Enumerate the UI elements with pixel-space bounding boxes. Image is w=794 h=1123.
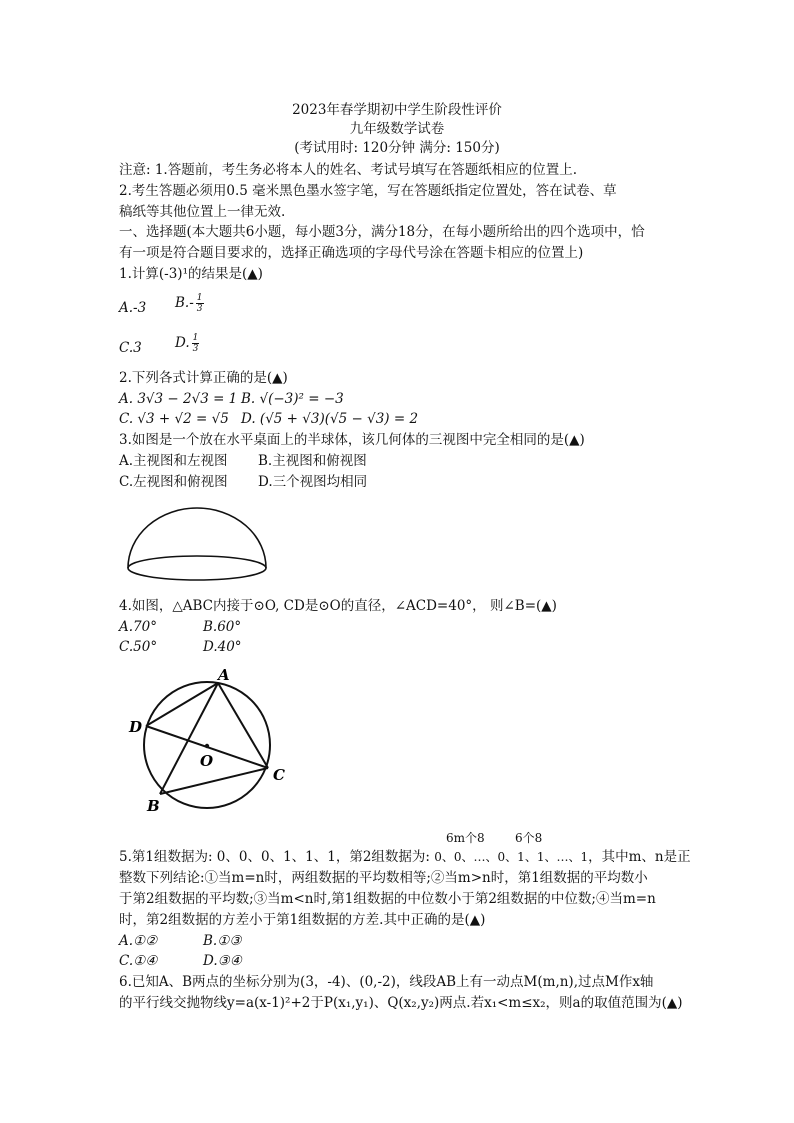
- q3-option-d: D.三个视图均相同: [258, 474, 368, 490]
- q2-option-a: A. 3√3 − 2√3 = 1: [119, 391, 238, 407]
- segment-ac: [218, 683, 268, 768]
- hemisphere-base-ellipse: [128, 556, 266, 580]
- paper-title: 2023年春学期初中学生阶段性评价: [292, 102, 502, 118]
- q1-option-c: C.3: [119, 340, 142, 356]
- q2-option-d: D. (√5 + √3)(√5 − √3) = 2: [241, 411, 419, 427]
- q1-option-d-fraction: [192, 333, 200, 354]
- q5-line-1-start: 5.第1组数据为: 0、0、0、1、1、1，第2组数据为:: [119, 849, 430, 865]
- q1-d-numerator: 1: [192, 333, 199, 343]
- q5-line-3: 于第2组数据的平均数;③当m<n时,第1组数据的中位数小于第2组数据的中位数;④当m=n: [119, 891, 656, 907]
- label-c: C: [273, 766, 285, 784]
- q2-option-c: C. √3 + √2 = √5: [119, 411, 229, 427]
- q6-line-2: 的平行线交抛物线y=a(x-1)²+2于P(x₁,y₁)、Q(x₂,y₂)两点.若x₁<m≤x₂，则a的取值范围为(▲): [119, 995, 683, 1011]
- q3-stem: 3.如图是一个放在水平桌面上的半球体，该几何体的三视图中完全相同的是(▲): [119, 432, 585, 448]
- q1-option-b-fraction: [196, 293, 204, 314]
- section-heading-line-2: 有一项是符合题目要求的，选择正确选项的字母代号涂在答题卡相应的位置上): [119, 245, 584, 261]
- q1-b-denominator: 3: [196, 304, 203, 314]
- note-line-2: 2.考生答题必须用0.5 毫米黑色墨水签字笔，写在答题纸指定位置处，答在试卷、草: [119, 183, 617, 199]
- label-o: O: [200, 752, 214, 770]
- q4-stem: 4.如图，△ABC内接于⊙O, CD是⊙O的直径，∠ACD=40°， 则∠B=(▲): [119, 598, 557, 614]
- q5-line-4: 时，第2组数据的方差小于第1组数据的方差.其中正确的是(▲): [119, 912, 486, 928]
- q5-option-a: A.①②: [119, 933, 158, 949]
- stray-text-left: 6m个8: [446, 831, 485, 845]
- q3-option-c: C.左视图和俯视图: [119, 474, 228, 490]
- q4-option-c: C.50°: [119, 639, 158, 655]
- q1-b-numerator: 1: [196, 293, 203, 303]
- q3-option-a: A.主视图和左视图: [119, 453, 228, 469]
- q5-line-1: [119, 847, 691, 867]
- stray-text-right: 6个8: [515, 831, 543, 845]
- q1-option-b: [175, 293, 204, 314]
- q5-option-d: D.③④: [203, 953, 242, 969]
- section-heading-line-1: 一、选择题(本大题共6小题，每小题3分，满分18分，在每小题所给出的四个选项中，恰: [119, 224, 645, 240]
- label-a: A: [218, 666, 230, 684]
- q5-option-b: B.①③: [203, 933, 242, 949]
- note-line-3: 稿纸等其他位置上一律无效.: [119, 204, 286, 220]
- q1-option-d: [175, 333, 199, 354]
- q6-line-1: 6.已知A、B两点的坐标分别为(3，-4)、(0,-2)，线段AB上有一动点M(m,n),过点M作x轴: [119, 974, 654, 990]
- q1-stem: 1.计算(-3)¹的结果是(▲): [119, 266, 263, 282]
- exam-time-info: (考试用时: 120分钟 满分: 150分): [294, 140, 500, 156]
- label-d: D: [129, 718, 143, 736]
- q1-d-denominator: 3: [192, 344, 199, 354]
- q5-line-2: 整数下列结论:①当m=n时，两组数据的平均数相等;②当m>n时，第1组数据的平均数小: [119, 870, 648, 886]
- q2-stem: 2.下列各式计算正确的是(▲): [119, 370, 288, 386]
- q5-line-1-end: ，其中m、n是正: [588, 849, 691, 865]
- q3-option-b: B.主视图和俯视图: [258, 453, 367, 469]
- q1-option-a: A.-3: [119, 300, 147, 316]
- hemisphere-figure: [122, 500, 272, 585]
- label-b: B: [147, 797, 160, 815]
- q2-option-b: B. √(−3)² = −3: [241, 391, 344, 407]
- circle-abc-figure: [120, 660, 300, 820]
- center-point-o: [205, 744, 209, 748]
- q4-option-d: D.40°: [203, 639, 242, 655]
- q5-option-c: C.①④: [119, 953, 158, 969]
- q1-option-b-prefix: B.-: [175, 295, 194, 311]
- q4-option-b: B.60°: [203, 619, 242, 635]
- note-line-1: 注意: 1.答题前，考生务必将本人的姓名、考试号填写在答题纸相应的位置上.: [119, 162, 578, 178]
- paper-subtitle: 九年级数学试卷: [349, 121, 445, 137]
- q4-option-a: A.70°: [119, 619, 157, 635]
- q5-sequence: 0、0、…、0、1、1、…、1: [434, 850, 589, 864]
- q1-option-d-prefix: D.: [175, 335, 190, 351]
